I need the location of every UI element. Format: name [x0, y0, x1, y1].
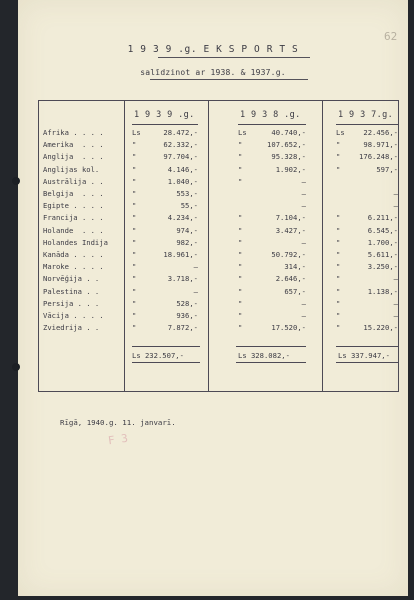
currency-mark: " — [238, 274, 243, 284]
amount-cell: 176.248,- — [359, 152, 398, 162]
amount-cell: 6.545,- — [367, 225, 398, 235]
currency-mark: " — [336, 140, 341, 150]
table-row — [18, 250, 408, 262]
amount-cell: 2.646,- — [275, 274, 306, 284]
amount-cell: — — [393, 189, 398, 198]
currency-mark: " — [336, 286, 341, 296]
total-underline — [336, 362, 398, 363]
currency-mark: Ls — [238, 128, 247, 137]
currency-mark: " — [238, 140, 243, 150]
total-1939: Ls 232.507,- — [132, 351, 184, 360]
title-underline — [158, 57, 310, 58]
amount-cell: — — [393, 311, 398, 320]
date-line: Rīgā, 1940.g. 11. janvarī. — [60, 418, 176, 427]
currency-mark: " — [336, 152, 341, 162]
document-subtitle: salīdzinot ar 1938. & 1937.g. — [140, 68, 286, 77]
amount-cell: 597,- — [376, 164, 398, 174]
total-underline — [236, 362, 306, 363]
amount-cell: 982,- — [176, 237, 198, 247]
currency-mark: " — [336, 311, 341, 320]
country-cell: Anglijas kol. — [43, 164, 100, 174]
amount-cell: — — [301, 311, 306, 320]
country-cell: Kanāda . . . . — [43, 250, 104, 259]
currency-mark: " — [336, 164, 341, 174]
country-cell: Egipte . . . . — [43, 201, 104, 211]
currency-mark: " — [238, 225, 243, 235]
currency-mark: " — [336, 274, 341, 284]
total-1938: Ls 328.082,- — [238, 351, 290, 360]
currency-mark: " — [132, 274, 137, 284]
currency-mark: " — [132, 262, 137, 272]
country-cell: Anglija . . . — [43, 152, 104, 162]
amount-cell: — — [393, 298, 398, 308]
amount-cell: 17.520,- — [271, 323, 306, 333]
amount-cell: 97.704,- — [163, 152, 198, 162]
table-row — [18, 165, 408, 177]
amount-cell: 107.652,- — [267, 140, 306, 150]
amount-cell: 936,- — [176, 311, 198, 320]
total-underline — [132, 362, 200, 363]
currency-mark: " — [132, 189, 137, 198]
amount-cell: 974,- — [176, 225, 198, 235]
table-row — [18, 311, 408, 323]
country-cell: Vācija . . . . — [43, 311, 104, 320]
amount-cell: 28.472,- — [163, 128, 198, 137]
amount-cell: 4.234,- — [167, 213, 198, 223]
country-cell: Francija . . . — [43, 213, 104, 223]
currency-mark: " — [238, 152, 243, 162]
country-cell: Afrika . . . . — [43, 128, 104, 137]
amount-cell: 4.146,- — [167, 164, 198, 174]
currency-mark: Ls — [132, 128, 141, 137]
currency-mark: " — [132, 298, 137, 308]
amount-cell: 98.971,- — [363, 140, 398, 150]
currency-mark: " — [336, 237, 341, 247]
currency-mark: " — [336, 250, 341, 259]
country-cell: Persija . . . — [43, 298, 100, 308]
amount-cell: 95.328,- — [271, 152, 306, 162]
table-row — [18, 189, 408, 201]
currency-mark: " — [132, 213, 137, 223]
table-row — [18, 262, 408, 274]
currency-mark: " — [132, 250, 137, 259]
country-cell: Holande . . . — [43, 225, 104, 235]
amount-cell: 40.740,- — [271, 128, 306, 137]
table-row — [18, 323, 408, 335]
country-cell: Palestina . . — [43, 286, 100, 296]
currency-mark: " — [238, 237, 243, 247]
currency-mark: " — [336, 323, 341, 333]
punch-hole — [12, 177, 20, 185]
amount-cell: 553,- — [176, 189, 198, 198]
country-cell: Austrālija . . — [43, 176, 104, 186]
currency-mark: " — [132, 152, 137, 162]
amount-cell: 3.250,- — [367, 262, 398, 272]
table-row — [18, 152, 408, 164]
amount-cell: — — [393, 201, 398, 211]
table-row — [18, 274, 408, 286]
country-cell: Norvēģija . . — [43, 274, 100, 284]
column-header-1939: 1 9 3 9 .g. — [134, 110, 195, 120]
amount-cell: — — [193, 262, 198, 272]
amount-cell: 7.104,- — [275, 213, 306, 223]
currency-mark: " — [132, 323, 137, 333]
currency-mark: " — [132, 225, 137, 235]
header-underline — [336, 124, 398, 125]
sum-rule — [236, 346, 306, 347]
currency-mark: " — [238, 164, 243, 174]
currency-mark: " — [132, 286, 137, 296]
currency-mark: " — [238, 298, 243, 308]
amount-cell: 528,- — [176, 298, 198, 308]
amount-cell: 314,- — [284, 262, 306, 272]
amount-cell: 62.332,- — [163, 140, 198, 150]
sum-rule — [336, 346, 398, 347]
page-number: 62 — [384, 30, 398, 43]
table-row — [18, 226, 408, 238]
table-row — [18, 299, 408, 311]
sum-rule — [132, 346, 200, 347]
amount-cell: 1.700,- — [367, 237, 398, 247]
amount-cell: 22.456,- — [363, 128, 398, 137]
amount-cell: 7.872,- — [167, 323, 198, 333]
amount-cell: — — [393, 274, 398, 284]
table-row — [18, 238, 408, 250]
currency-mark: " — [132, 237, 137, 247]
currency-mark: " — [238, 262, 243, 272]
table-row — [18, 140, 408, 152]
currency-mark: " — [238, 311, 243, 320]
table-row — [18, 128, 408, 140]
currency-mark: " — [238, 250, 243, 259]
country-cell: Amerika . . . — [43, 140, 104, 150]
country-cell: Holandes Indija — [43, 237, 108, 247]
currency-mark: " — [238, 213, 243, 223]
table-top-border — [38, 100, 398, 101]
header-underline — [132, 124, 198, 125]
document-page — [18, 0, 408, 596]
punch-hole — [12, 363, 20, 371]
amount-cell: — — [301, 176, 306, 186]
total-1937: Ls 337.947,- — [338, 351, 390, 360]
table-row — [18, 213, 408, 225]
currency-mark: " — [238, 176, 243, 186]
amount-cell: — — [301, 189, 306, 198]
column-header-1937: 1 9 3 7.g. — [338, 110, 394, 120]
amount-cell: 6.211,- — [367, 213, 398, 223]
currency-mark: " — [132, 311, 137, 320]
amount-cell: 18.961,- — [163, 250, 198, 259]
country-cell: Maroke . . . . — [43, 262, 104, 272]
country-cell: Zviedrija . . — [43, 323, 100, 333]
currency-mark: " — [132, 176, 137, 186]
amount-cell: — — [301, 237, 306, 247]
currency-mark: " — [238, 323, 243, 333]
currency-mark: " — [336, 262, 341, 272]
amount-cell: 55,- — [180, 201, 198, 211]
amount-cell: 1.138,- — [367, 286, 398, 296]
amount-cell: 50.792,- — [271, 250, 306, 259]
handwritten-mark: F 3 — [107, 431, 129, 448]
amount-cell: 3.427,- — [275, 225, 306, 235]
amount-cell: 1.902,- — [275, 164, 306, 174]
currency-mark: " — [132, 164, 137, 174]
column-header-1938: 1 9 3 8 .g. — [240, 110, 301, 120]
currency-mark: " — [238, 286, 243, 296]
table-row — [18, 287, 408, 299]
currency-mark: " — [132, 140, 137, 150]
currency-mark: " — [336, 213, 341, 223]
amount-cell: — — [193, 286, 198, 296]
table-row — [18, 201, 408, 213]
header-underline — [238, 124, 306, 125]
currency-mark: " — [336, 298, 341, 308]
amount-cell: 657,- — [284, 286, 306, 296]
document-title: 1 9 3 9 .g. E K S P O R T S — [127, 44, 299, 55]
table-row — [18, 177, 408, 189]
amount-cell: 1.040,- — [167, 176, 198, 186]
table-bottom-border — [38, 391, 398, 392]
amount-cell: 5.611,- — [367, 250, 398, 259]
amount-cell: 3.718,- — [167, 274, 198, 284]
currency-mark: Ls — [336, 128, 345, 137]
country-cell: Belgija . . . — [43, 189, 104, 198]
currency-mark: " — [336, 225, 341, 235]
amount-cell: — — [301, 298, 306, 308]
amount-cell: — — [301, 201, 306, 211]
amount-cell: 15.220,- — [363, 323, 398, 333]
subtitle-underline — [150, 79, 308, 80]
currency-mark: " — [132, 201, 137, 211]
